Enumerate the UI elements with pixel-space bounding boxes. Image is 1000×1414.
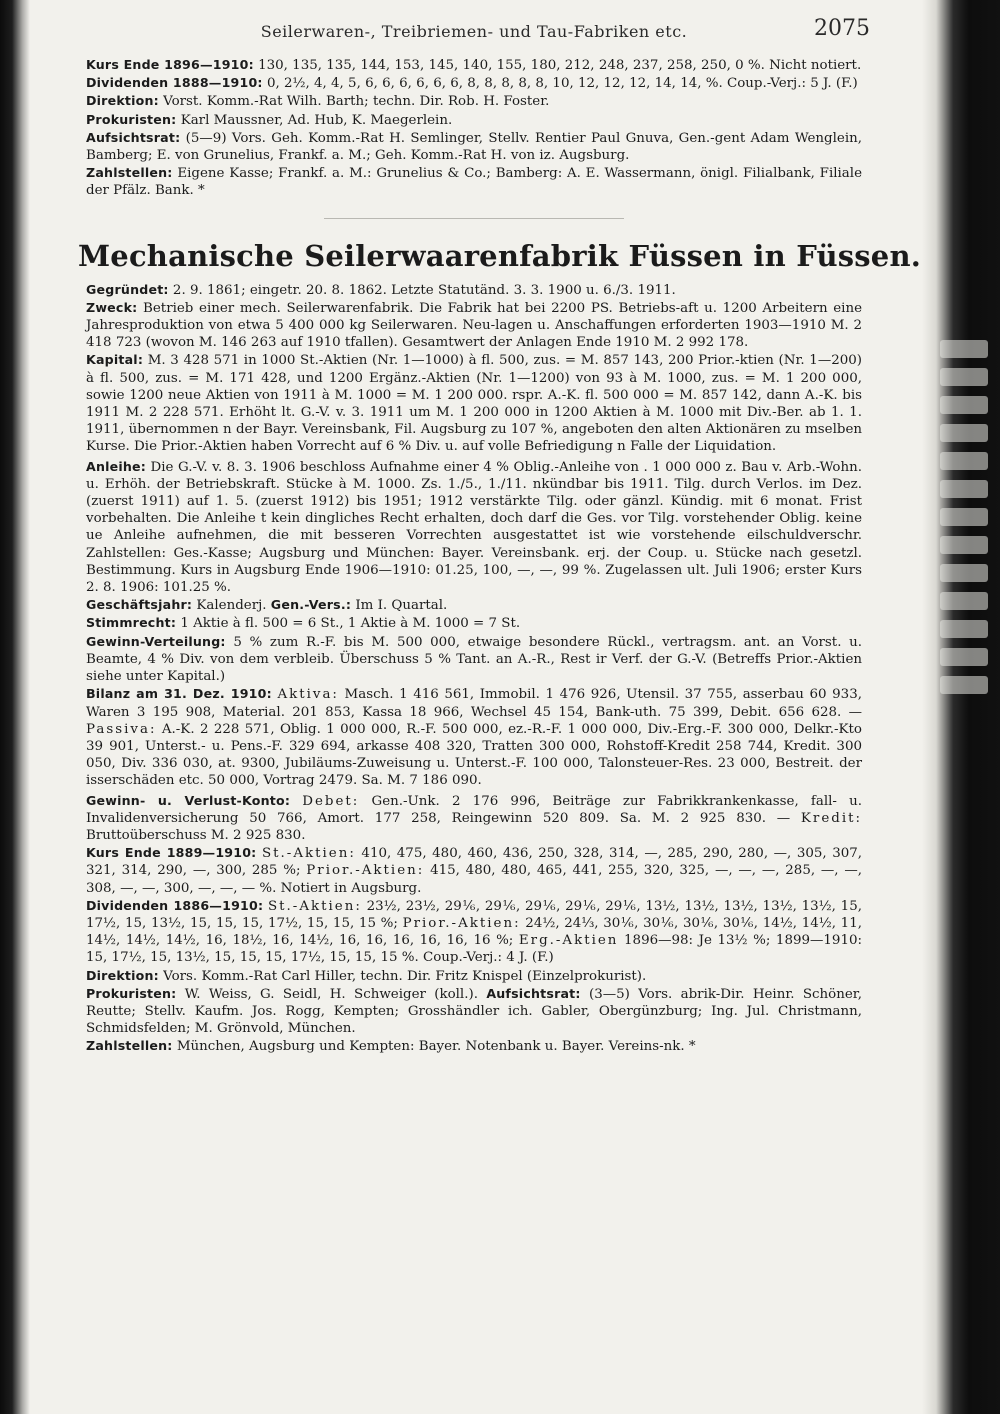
section-divider bbox=[324, 218, 624, 219]
bleed-through-marks bbox=[934, 340, 994, 720]
div-erg-word: Erg.-Aktien bbox=[518, 933, 619, 949]
kurs-prior: 415, 480, 480, 465, 441, 255, 320, 325, —, —, —, 285, —, —, 308, —, —, 300, —, —, — %. Notiert in Augsburg. bbox=[86, 863, 862, 896]
prev-dir-text: Vorst. Komm.-Rat Wilh. Barth; techn. Dir. Rob. H. Foster. bbox=[163, 94, 550, 110]
div-prior-word: Prior.-Aktien: bbox=[402, 915, 521, 931]
prev-zahlstellen bbox=[86, 164, 862, 199]
gewinn-label: Gewinn-Verteilung: bbox=[86, 633, 226, 649]
page-edge-shadow bbox=[922, 0, 1000, 1414]
prev-kurs bbox=[86, 56, 862, 74]
zweck-text: Betrieb einer mech. Seilerwarenfabrik. Die Fabrik hat bei 2200 PS. Betriebs-aft u. 1200 Arbeitern eine Jahresproduktion von etwa 5 400 000 kg Seilerwaren. Neu-lagen u. Anschaffungen erforderten 1903—1910 M. 2 418 723 (wovon M. 146 263 auf 1910 tfallen). Gesamtwert der Anlagen Ende 1910 M. 2 992 178. bbox=[86, 300, 862, 351]
kapital-text: M. 3 428 571 in 1000 St.-Aktien (Nr. 1—1000) à fl. 500, zus. = M. 857 143, 200 Prior.-ktien (Nr. 1—200) à fl. 500, zus. = M. 171 428, und 1200 Ergänz.-Aktien (Nr. 1—1200) von 93 à M. 1000, zus. = M. 1 200 000, sowie 1200 neue Aktien von 1911 à M. 1000 = M. 1 200 000. rspr. A.-K. fl. 500 000 = M. 857 142, dann A.-K. bis 1911 M. 2 228 571. Erhöht lt. G.-V. v. 3. 1911 um M. 1 200 000 in 1200 Aktien à M. 1000 mit Div.-Ber. ab 1. 1. 1911, übernommen n der Bayr. Vereinsbank, Fil. Augsburg zu 107 %, angeboten den alten Aktionären zu mselben Kurse. Die Prior.-Aktien haben Vorrecht auf 6 % Div. u. auf volle Befriedigung n Falle der Liquidation. bbox=[86, 353, 862, 455]
zahl-label: Zahlstellen: bbox=[86, 1038, 173, 1054]
prok-label: Prokuristen: bbox=[86, 985, 177, 1001]
page-number: 2075 bbox=[814, 16, 870, 41]
dir-label: Direktion: bbox=[86, 967, 159, 983]
kurs-label: Kurs Ende 1889—1910: bbox=[86, 845, 257, 861]
gegr-label: Gegründet: bbox=[86, 281, 169, 297]
prok-text: W. Weiss, G. Seidl, H. Schweiger (koll.). bbox=[184, 986, 478, 1002]
bilanz-label: Bilanz am 31. Dez. 1910: bbox=[86, 686, 272, 702]
binding-shadow bbox=[0, 0, 30, 1414]
prev-aufsichtsrat bbox=[86, 129, 862, 164]
zweck bbox=[86, 299, 862, 352]
bilanz-passiva: A.-K. 2 228 571, Oblig. 1 000 000, R.-F. 500 000, ez.-R.-F. 1 000 000, Div.-Erg.-F. 300 000, Delkr.-Kto 39 901, Unterst.- u. Pens.-F. 329 694, arkasse 408 320, Tratten 300 000, Rohstoff-Kredit 258 744, Kredit. 300 050, Div. 336 030, at. 9300, Jubiläums-Zuweisung u. Unterst.-F. 100 000, Talonsteuer-Res. 23 000, Bestreit. der isserschäden etc. 50 000, Vortrag 2479. Sa. M. 7 186 090. bbox=[86, 721, 862, 789]
div-label: Dividenden 1886—1910: bbox=[86, 897, 264, 913]
bilanz-aktiva-word: Aktiva: bbox=[277, 687, 339, 703]
guv-debet-word: Debet: bbox=[302, 793, 360, 809]
gv-text: Im I. Quartal. bbox=[355, 598, 448, 614]
prev-prokuristen bbox=[86, 111, 862, 129]
bilanz bbox=[86, 685, 862, 789]
gewinn-verlust-konto bbox=[86, 792, 862, 845]
direktion bbox=[86, 967, 862, 985]
div-prior: 24½, 24⅓, 30⅙, 30⅙, 30⅙, 30⅙, 14½, 14½, 11, 14½, 14½, 14½, 16, 18½, 16, 14½, 16, 16, 16, 16, 16, 16 %; bbox=[86, 915, 862, 949]
prev-zahl-label: Zahlstellen: bbox=[86, 165, 173, 181]
gegr-text: 2. 9. 1861; eingetr. 20. 8. 1862. Letzte Statutänd. 3. 3. 1900 u. 6./3. 1911. bbox=[172, 282, 676, 298]
kapital bbox=[86, 351, 862, 455]
div-erg: 1896—98: Je 13½ %; 1899—1910: 15, 17½, 15, 13½, 15, 15, 15, 17½, 15, 15, 15 %. Coup.-Verj.: 4 J. (F.) bbox=[86, 933, 862, 966]
prev-kurs-text: 130, 135, 135, 144, 153, 145, 140, 155, 180, 212, 248, 237, 258, 250, 0 %. Nicht notiert. bbox=[258, 58, 862, 73]
prev-kurs-label: Kurs Ende 1896—1910: bbox=[86, 57, 254, 72]
prev-auf-text: (5—9) Vors. Geh. Komm.-Rat H. Semlinger, Stellv. Rentier Paul Gnuva, Gen.-gent Adam Wenglein, Bamberg; E. von Grunelius, Frankf. a. M.; Geh. Komm.-Rat H. von iz. Augsburg. bbox=[86, 130, 862, 164]
prokuristen-aufsichtsrat bbox=[86, 985, 862, 1038]
gewinn-verteilung bbox=[86, 633, 862, 686]
dir-text: Vors. Komm.-Rat Carl Hiller, techn. Dir. Fritz Knispel (Einzelprokurist). bbox=[163, 968, 647, 984]
auf-label: Aufsichtsrat: bbox=[486, 985, 581, 1001]
kapital-label: Kapital: bbox=[86, 352, 144, 368]
gj-label: Geschäftsjahr: bbox=[86, 597, 193, 613]
prev-dividenden bbox=[86, 74, 862, 92]
prev-prok-label: Prokuristen: bbox=[86, 111, 177, 127]
zahl-text: München, Augsburg und Kempten: Bayer. Notenbank u. Bayer. Vereins-nk. * bbox=[176, 1039, 696, 1055]
div-st: 23½, 23½, 29⅙, 29⅙, 29⅙, 29⅙, 29⅙, 13½, 13½, 13½, 13½, 13½, 15, 17½, 15, 13½, 15, 15, 15, 17½, 15, 15, 15 %; bbox=[86, 898, 862, 931]
bilanz-aktiva: Masch. 1 416 561, Immobil. 1 476 926, Utensil. 37 755, asserbau 60 933, Waren 3 195 908, Material. 201 853, Kassa 18 966, Wechsel 45 154, Bank-uth. 75 399, Debit. 656 628. — bbox=[86, 687, 862, 720]
zweck-label: Zweck: bbox=[86, 299, 138, 315]
page-content bbox=[78, 16, 922, 1056]
running-header bbox=[86, 16, 870, 56]
gegruendet bbox=[86, 281, 862, 299]
geschaeftsjahr bbox=[86, 596, 862, 614]
prev-div-text: 0, 2½, 4, 4, 5, 6, 6, 6, 6, 6, 6, 8, 8, 8, 8, 8, 10, 12, 12, 12, 14, 14, %. Coup.-Verj.: 5 J. (F.) bbox=[266, 76, 858, 92]
div-st-word: St.-Aktien: bbox=[267, 898, 362, 914]
company-heading: Mechanische Seilerwaarenfabrik Füssen in Füssen. bbox=[78, 238, 922, 273]
running-head-title: Seilerwaren-, Treibriemen- und Tau-Fabriken etc. bbox=[260, 22, 688, 41]
kurs-st-word: St.-Aktien: bbox=[262, 846, 356, 862]
kurs bbox=[86, 844, 862, 897]
guv-kredit: Bruttoüberschuss M. 2 925 830. bbox=[86, 827, 306, 843]
bilanz-passiva-word: Passiva: bbox=[86, 721, 157, 737]
kurs-st: 410, 475, 480, 460, 436, 250, 328, 314, —, 285, 290, 280, —, 305, 307, 321, 314, 290, —, 300, 285 %; bbox=[86, 846, 863, 879]
prev-zahl-text: Eigene Kasse; Frankf. a. M.: Grunelius & Co.; Bamberg: A. E. Wassermann, önigl. Filialbank, Filiale der Pfälz. Bank. * bbox=[86, 166, 862, 199]
guv-kredit-word: Kredit: bbox=[800, 810, 862, 826]
prev-div-label: Dividenden 1888—1910: bbox=[86, 75, 263, 91]
dividenden bbox=[86, 897, 862, 967]
stimmrecht bbox=[86, 614, 862, 632]
gv-label: Gen.-Vers.: bbox=[270, 597, 352, 613]
auf-text: (3—5) Vors. abrik-Dir. Heinr. Schöner, Reutte; Stellv. Kaufm. Jos. Rogg, Kempten; Grosshändler ich. Gabler, Obergünzburg; Ing. Jul. Christmann, Schmidsfelden; M. Grönvold, München. bbox=[86, 986, 862, 1037]
zahlstellen bbox=[86, 1037, 862, 1055]
stimm-text: 1 Aktie à fl. 500 = 6 St., 1 Aktie à M. 1000 = 7 St. bbox=[180, 616, 521, 632]
prev-auf-label: Aufsichtsrat: bbox=[86, 129, 181, 145]
anleihe-label: Anleihe: bbox=[86, 458, 147, 474]
anleihe-text: Die G.-V. v. 8. 3. 1906 beschloss Aufnahme einer 4 % Oblig.-Anleihe von . 1 000 000 z. Bau v. Arb.-Wohn. u. Erhöh. der Betriebskraft. Stücke à M. 1000. Zs. 1./5., 1./11. nkündbar bis 1911. Tilg. durch Verlos. im Dez. (zuerst 1911) auf 1. 5. (zuerst 1912) bis 1951; 1912 verstärkte Tilg. oder gänzl. Kündig. mit 6 monat. Frist vorbehalten. Die Anleihe t kein dingliches Recht erhalten, doch darf die Ges. vor Tilg. vorstehender Oblig. keine ue Anleihe aufnehmen, die mit besseren Vorrechten ausgestattet ist wie vorstehende eilschuldverschr. Zahlstellen: Ges.-Kasse; Augsburg und München: Bayer. Vereinsbank. erj. der Coup. u. Stücke nach gesetzl. Bestimmung. Kurs in Augsburg Ende 1906—1910: 01.25, 100, —, —, 99 %. Zugelassen ult. Juli 1906; erster Kurs 2. 8. 1906: 101.25 %. bbox=[86, 459, 862, 596]
guv-debet: Gen.-Unk. 2 176 996, Beiträge zur Fabrikkrankenkasse, fall- u. Invalidenversicherung 50 766, Amort. 177 258, Reingewinn 520 809. Sa. M. 2 925 830. — bbox=[86, 793, 862, 826]
prev-direktion bbox=[86, 92, 862, 110]
gewinn-text: 5 % zum R.-F. bis M. 500 000, etwaige besondere Rückl., vertragsm. ant. an Vorst. u. Beamte, 4 % Div. von dem verbleib. Überschuss 5 % Tant. an A.-R., Rest ir Verf. der G.-V. (Betreffs Prior.-Aktien siehe unter Kapital.) bbox=[86, 634, 862, 685]
anleihe bbox=[86, 458, 862, 597]
kurs-prior-word: Prior.-Aktien: bbox=[306, 863, 425, 879]
prev-dir-label: Direktion: bbox=[86, 93, 159, 109]
prev-prok-text: Karl Maussner, Ad. Hub, K. Maegerlein. bbox=[180, 112, 453, 128]
guv-label: Gewinn- u. Verlust-Konto: bbox=[86, 792, 291, 808]
stimm-label: Stimmrecht: bbox=[86, 615, 177, 631]
gj-text: Kalenderj. bbox=[196, 598, 267, 614]
